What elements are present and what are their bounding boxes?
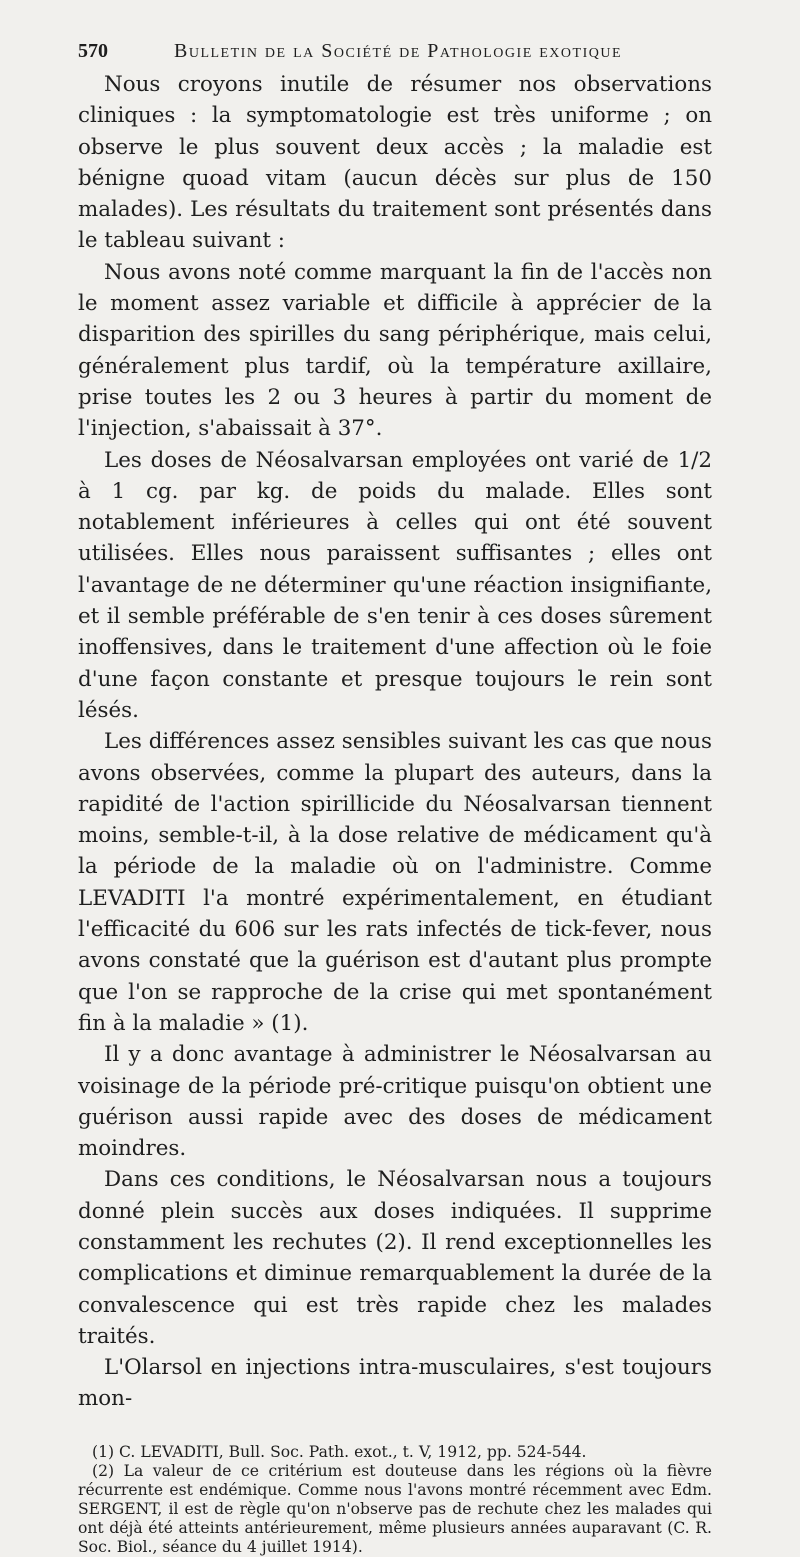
- paragraph: Nous croyons inutile de résumer nos observations cliniques : la symptomatologie est très uniforme ; on observe le plus souvent deux accès ; la maladie est bénigne quoad vitam (aucun décès sur plus de 150 malades). Les résultats du traitement sont présentés dans le tableau suivant :: [78, 72, 712, 254]
- paragraph: L'Olarsol en injections intra-musculaires, s'est toujours mon-: [78, 1355, 712, 1412]
- paragraph: Nous avons noté comme marquant la fin de l'accès non le moment assez variable et difficile à apprécier de la disparition des spirilles du sang périphérique, mais celui, généralement plus tardif, où la température axillaire, prise toutes les 2 ou 3 heures à partir du moment de l'injection, s'abaissait à 37°.: [78, 259, 712, 442]
- paragraph: Il y a donc avantage à administrer le Néosalvarsan au voisinage de la période pré-critique puisqu'on obtient une guérison aussi rapide avec des doses de médicament moindres.: [78, 1042, 712, 1162]
- footnote: (1) C. LEVADITI, Bull. Soc. Path. exot., t. V, 1912, pp. 524-544.: [92, 1442, 587, 1461]
- page-number: 570: [78, 40, 108, 62]
- paragraph: Les doses de Néosalvarsan employées ont varié de 1/2 à 1 cg. par kg. de poids du malade. Elles sont notablement inférieures à celles qui ont été souvent utilisées. Elles nous paraissent suffisantes ; elles ont l'avantage de ne déterminer qu'une réaction insignifiante, et il semble préférable de s'en tenir à ces doses sûrement inoffensives, dans le traitement d'une affection où le foie d'une façon constante et presque toujours le rein sont lésés.: [78, 447, 712, 723]
- footnotes: [78, 1443, 712, 1557]
- body-text: [78, 69, 712, 1415]
- paragraph: Les différences assez sensibles suivant les cas que nous avons observées, comme la plupart des auteurs, dans la rapidité de l'action spirillicide du Néosalvarsan tiennent moins, semble-t-il, à la dose relative de médicament qu'à la période de la maladie où on l'administre. Comme LEVADITI l'a montré expérimentalement, en étudiant l'efficacité du 606 sur les rats infectés de tick-fever, nous avons constaté que la guérison est d'autant plus prompte que l'on se rapproche de la crise qui met spontanément fin à la maladie » (1).: [78, 729, 712, 1036]
- footnote: (2) La valeur de ce critérium est douteuse dans les régions où la fièvre récurrente est endémique. Comme nous l'avons montré récemment avec Edm. SERGENT, il est de règle qu'on n'observe pas de rechute chez les malades qui ont déjà été atteints antérieurement, même plusieurs années auparavant (C. R. Soc. Biol., séance du 4 juillet 1914).: [78, 1461, 712, 1556]
- paragraph: Dans ces conditions, le Néosalvarsan nous a toujours donné plein succès aux doses indiquées. Il supprime constamment les rechutes (2). Il rend exceptionnelles les complications et diminue remarquablement la durée de la convalescence qui est très rapide chez les malades traités.: [78, 1167, 712, 1349]
- running-head: [78, 40, 712, 63]
- running-title: Bulletin de la Société de Pathologie exotique: [174, 40, 623, 62]
